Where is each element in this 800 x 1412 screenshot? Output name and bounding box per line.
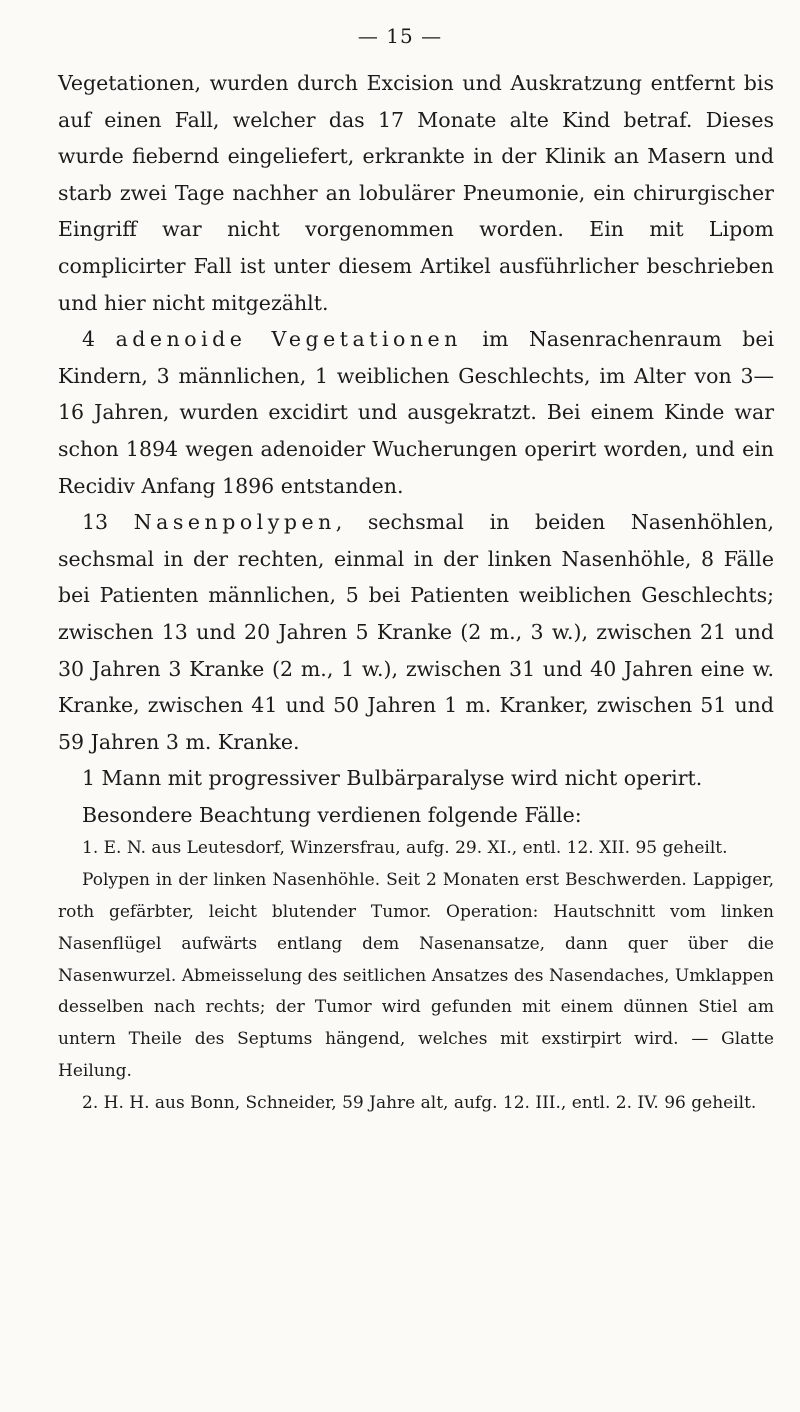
case-1-description: Polypen in der linken Nasenhöhle. Seit 2 Monaten erst Beschwerden. Lappiger, roth gefärbter, leicht blutender Tumor. Operation: Hautschnitt vom linken Nasenflügel aufwärts entlang dem Nasenansatze, dann quer über die Nasenwurzel. Abmeisselung des seitlichen Ansatzes des Nasendaches, Umklappen desselben nach rechts; der Tumor wird gefunden mit einem dünnen Stiel am untern Theile des Septums hängend, welches mit exstirpirt wird. — Glatte Heilung.: [58, 870, 774, 1082]
paragraph-nasenpolypen: [58, 504, 774, 760]
paragraph-vegetationen: Vegetationen, wurden durch Excision und Auskratzung entfernt bis auf einen Fall, welcher das 17 Monate alte Kind betraf. Dieses wurde fiebernd eingeliefert, erkrankte in der Klinik an Masern und starb zwei Tage nachher an lobulärer Pneumonie, ein chirurgischer Eingriff war nicht vorgenommen worden. Ein mit Lipom complicirter Fall ist unter diesem Artikel ausführlicher beschrieben und hier nicht mitgezählt.: [58, 71, 774, 315]
term-nasenpolypen: Nasenpolypen: [133, 510, 336, 535]
page-number: — 15 —: [357, 24, 443, 48]
paragraph-adenoide-vegetationen: [58, 321, 774, 504]
body-text: [58, 65, 774, 1120]
paragraph-bulbaerparalyse: 1 Mann mit progressiver Bulbärparalyse wird nicht operirt.: [82, 766, 703, 791]
case-1-header: 1. E. N. aus Leutesdorf, Winzersfrau, aufg. 29. XI., entl. 12. XII. 95 geheilt.: [82, 838, 728, 859]
paragraph-besondere-faelle: Besondere Beachtung verdienen folgende Fälle:: [82, 802, 582, 827]
count-nasenpolypen: 13: [82, 510, 134, 535]
term-adenoide-vegetationen: adenoide Vegetationen: [115, 327, 462, 352]
count-adenoide: 4: [82, 327, 116, 352]
text-adenoide: im Nasenrachenraum bei Kindern, 3 männlichen, 1 weiblichen Geschlechts, im Alter von 3—16 Jahren, wurden excidirt und ausgekratzt. Bei einem Kinde war schon 1894 wegen adenoider Wucherungen operirt worden, und ein Recidiv Anfang 1896 entstanden.: [58, 327, 775, 498]
case-2-header: 2. H. H. aus Bonn, Schneider, 59 Jahre alt, aufg. 12. III., entl. 2. IV. 96 geheilt.: [82, 1092, 757, 1113]
text-nasenpolypen: , sechsmal in beiden Nasenhöhlen, sechsmal in der rechten, einmal in der linken Nasenhöhle, 8 Fälle bei Patienten männlichen, 5 bei Patienten weiblichen Geschlechts; zwischen 13 und 20 Jahren 5 Kranke (2 m., 3 w.), zwischen 21 und 30 Jahren 3 Kranke (2 m., 1 w.), zwischen 31 und 40 Jahren eine w. Kranke, zwischen 41 und 50 Jahren 1 m. Kranker, zwischen 51 und 59 Jahren 3 m. Kranke.: [58, 510, 774, 754]
